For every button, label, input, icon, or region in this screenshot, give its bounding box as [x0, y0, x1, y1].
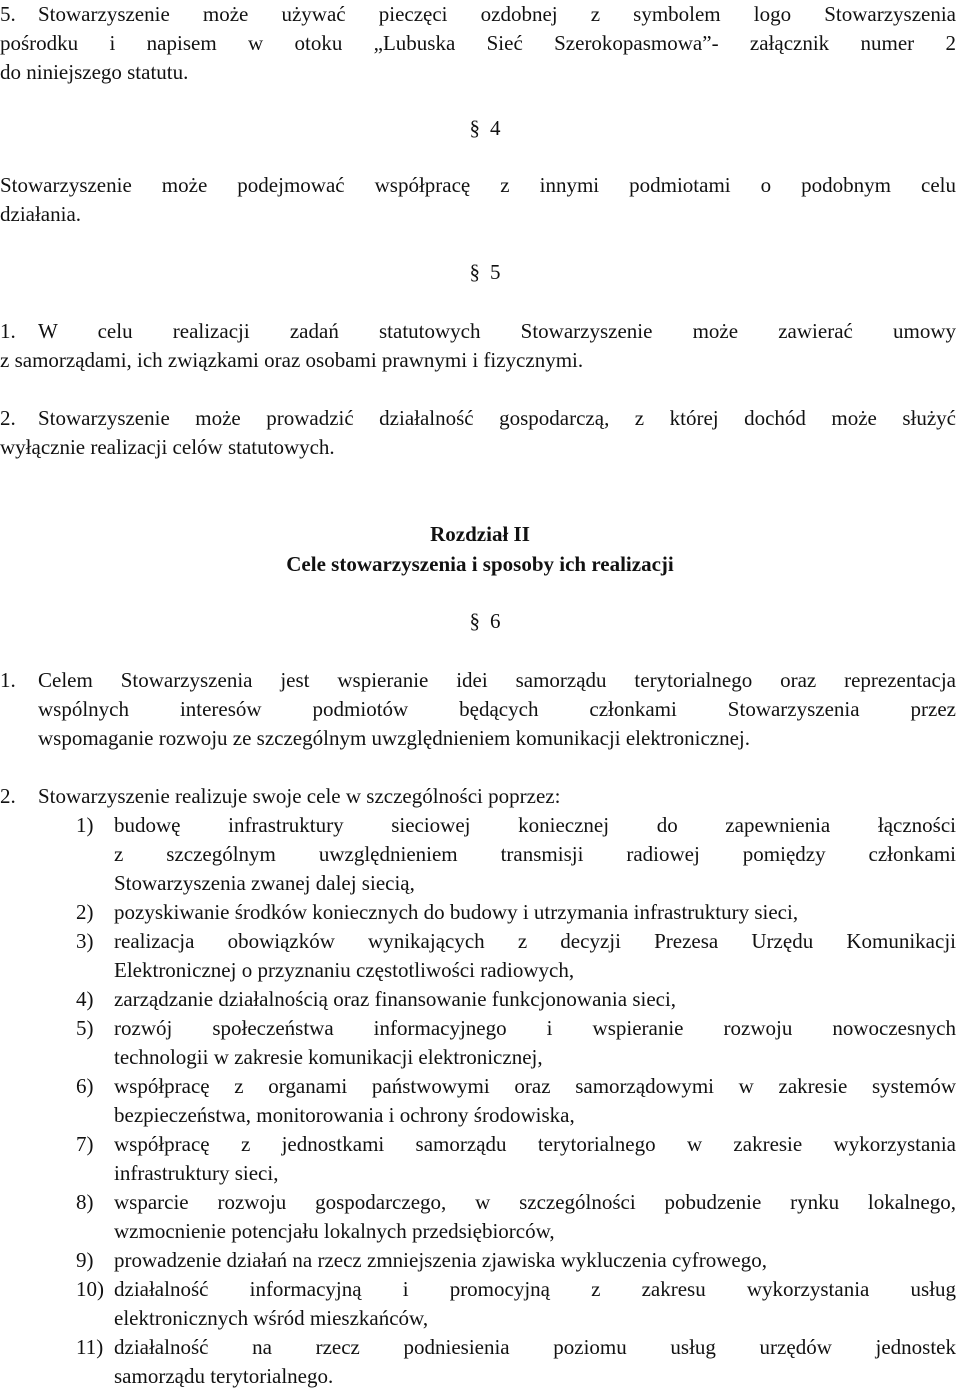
intro-line: do niniejszego statutu. [0, 60, 189, 84]
point-line: W celu realizacji zadań statutowych Stowarzyszenie może zawierać umowy [38, 319, 956, 343]
list-item-line: budowę infrastruktury sieciowej koniecznej do zapewnienia łączności [114, 813, 956, 837]
list-item [76, 811, 956, 898]
list-item-number: 9) [76, 1248, 94, 1272]
section-6-heading [0, 607, 960, 636]
point-line: wspomaganie rozwoju ze szczególnym uwzględnieniem komunikacji elektronicznej. [38, 726, 751, 750]
intro-paragraph-number: 5. [0, 2, 16, 26]
section-number: 4 [490, 116, 501, 140]
section-4-text [0, 171, 956, 229]
list-item [76, 1014, 956, 1072]
section-5-point-2 [0, 404, 956, 462]
list-item-line: bezpieczeństwa, monitorowania i ochrony środowiska, [114, 1103, 575, 1127]
section-mark: § [469, 116, 480, 140]
list-item-number: 3) [76, 929, 94, 953]
point-line: wyłącznie realizacji celów statutowych. [0, 435, 335, 459]
section-5-heading [0, 258, 960, 287]
list-item-number: 8) [76, 1190, 94, 1214]
section-number: 6 [490, 609, 501, 633]
list-item [76, 1275, 956, 1333]
point-number: 1. [0, 668, 16, 692]
chapter-subtitle: Cele stowarzyszenia i sposoby ich realizacji [286, 552, 674, 576]
point-number: 2. [0, 784, 16, 808]
section-number: 5 [490, 260, 501, 284]
list-item-line: Stowarzyszenia zwanej dalej siecią, [114, 871, 415, 895]
point-line: z samorządami, ich związkami oraz osobami prawnymi i fizycznymi. [0, 348, 584, 372]
list-item [76, 985, 956, 1014]
list-item-line: z szczególnym uwzględnieniem transmisji radiowej pomiędzy członkami [114, 842, 956, 866]
list-item [76, 1072, 956, 1130]
section-6-point-2 [0, 782, 956, 811]
list-item-line: pozyskiwanie środków koniecznych do budowy i utrzymania infrastruktury sieci, [114, 900, 799, 924]
list-item [76, 898, 956, 927]
list-item-line: technologii w zakresie komunikacji elektronicznej, [114, 1045, 543, 1069]
chapter-title: Rozdział II [430, 522, 530, 546]
list-item-number: 4) [76, 987, 94, 1011]
section-6-point-1 [0, 666, 956, 753]
list-item [76, 927, 956, 985]
point-line: wspólnych interesów podmiotów będących członkami Stowarzyszenia przez [38, 697, 956, 721]
list-item-line: elektronicznych wśród mieszkańców, [114, 1306, 429, 1330]
list-item [76, 1130, 956, 1188]
list-item-number: 10) [76, 1277, 104, 1301]
list-item-line: współpracę z jednostkami samorządu terytorialnego w zakresie wykorzystania [114, 1132, 956, 1156]
intro-paragraph [0, 0, 956, 87]
list-item-number: 11) [76, 1335, 104, 1359]
section-mark: § [469, 609, 480, 633]
list-item-line: Elektronicznej o przyznaniu częstotliwości radiowych, [114, 958, 575, 982]
list-item-number: 6) [76, 1074, 94, 1098]
list-item-line: działalność informacyjną i promocyjną z zakresu wykorzystania usług [114, 1277, 956, 1301]
list-item [76, 1333, 956, 1391]
list-item-number: 7) [76, 1132, 94, 1156]
list-item-line: rozwój społeczeństwa informacyjnego i wspieranie rozwoju nowoczesnych [114, 1016, 956, 1040]
list-item [76, 1246, 956, 1275]
list-item-number: 1) [76, 813, 94, 837]
list-item-number: 2) [76, 900, 94, 924]
section-4-heading [0, 114, 960, 143]
section-4-line: działania. [0, 202, 82, 226]
point-line: Stowarzyszenie może prowadzić działalność gospodarczą, z której dochód może służyć [38, 406, 956, 430]
list-item-line: działalność na rzecz podniesienia poziomu usług urzędów jednostek [114, 1335, 956, 1359]
intro-line: Stowarzyszenie może używać pieczęci ozdobnej z symbolem logo Stowarzyszenia [38, 2, 956, 26]
list-item-line: samorządu terytorialnego. [114, 1364, 334, 1388]
point-number: 2. [0, 406, 16, 430]
point-line: Celem Stowarzyszenia jest wspieranie idei samorządu terytorialnego oraz reprezentacja [38, 668, 956, 692]
list-item-line: realizacja obowiązków wynikających z decyzji Prezesa Urzędu Komunikacji [114, 929, 956, 953]
section-5-point-1 [0, 317, 956, 375]
section-4-line: Stowarzyszenie może podejmować współpracę z innymi podmiotami o podobnym celu [0, 173, 956, 197]
list-item [76, 1188, 956, 1246]
list-item-line: wsparcie rozwoju gospodarczego, w szczególności pobudzenie rynku lokalnego, [114, 1190, 956, 1214]
intro-line: pośrodku i napisem w otoku „Lubuska Sieć Szerokopasmowa”- załącznik numer 2 [0, 31, 956, 55]
list-item-line: prowadzenie działań na rzecz zmniejszenia zjawiska wykluczenia cyfrowego, [114, 1248, 767, 1272]
list-item-line: wzmocnienie potencjału lokalnych przedsiębiorców, [114, 1219, 555, 1243]
list-item-line: współpracę z organami państwowymi oraz samorządowymi w zakresie systemów [114, 1074, 956, 1098]
list-item-line: zarządzanie działalnością oraz finansowanie funkcjonowania sieci, [114, 987, 677, 1011]
point-2-intro: Stowarzyszenie realizuje swoje cele w szczególności poprzez: [38, 784, 561, 808]
list-item-number: 5) [76, 1016, 94, 1040]
section-mark: § [469, 260, 480, 284]
list-item-line: infrastruktury sieci, [114, 1161, 279, 1185]
point-number: 1. [0, 319, 16, 343]
